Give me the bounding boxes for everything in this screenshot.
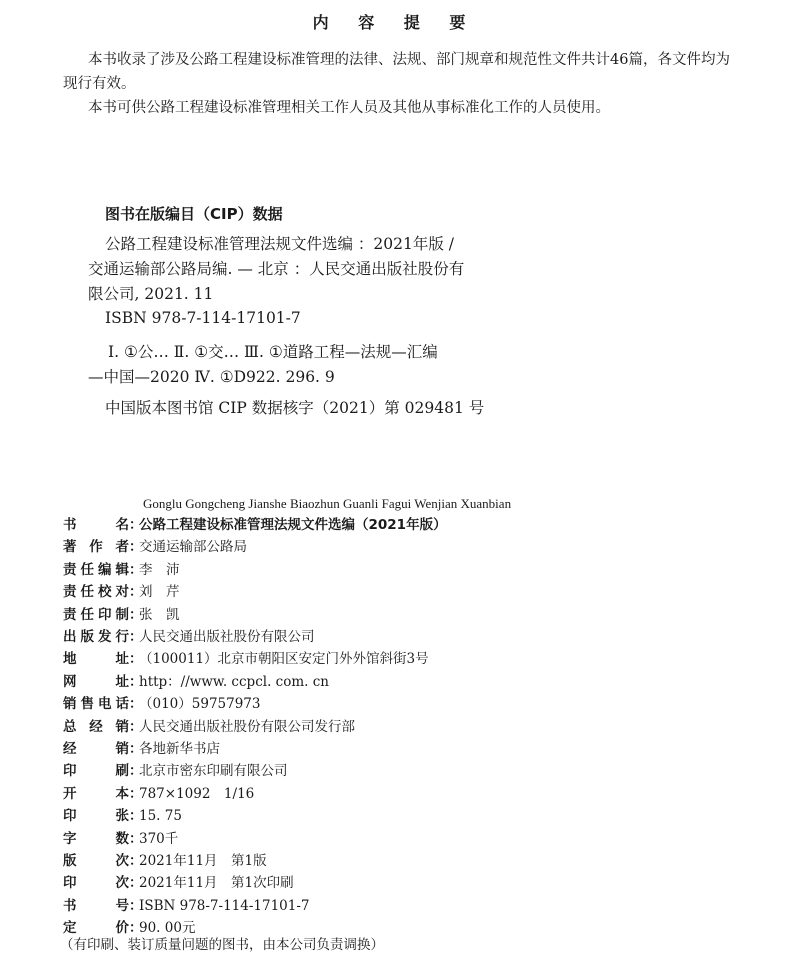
colophon-value: ISBN 978-7-114-17101-7 <box>139 897 310 914</box>
colophon-label: 经销 <box>63 741 129 757</box>
colophon-label: 著作者 <box>63 539 129 556</box>
colophon-value: 各地新华书店 <box>139 741 220 757</box>
colophon-colon: ： <box>129 875 143 892</box>
colophon-label: 出版发行 <box>63 629 129 645</box>
colophon-colon: ： <box>129 853 143 869</box>
colophon-value: 交通运输部公路局 <box>139 539 247 556</box>
colophon-label: 字数 <box>63 830 129 847</box>
colophon-colon: ： <box>129 785 143 802</box>
summary-paragraph-1-cont: 现行有效。 <box>63 76 136 92</box>
colophon-value: 人民交通出版社股份有限公司 <box>139 629 315 645</box>
colophon-value: 张 凯 <box>139 606 180 623</box>
colophon-row <box>63 581 180 603</box>
colophon-value: http：//www. ccpcl. com. cn <box>139 673 329 690</box>
colophon-row <box>63 783 254 805</box>
colophon-row <box>63 648 429 670</box>
colophon-colon: ： <box>129 741 143 757</box>
colophon-value: 2021年11月 第1次印刷 <box>139 875 294 892</box>
colophon-row <box>63 536 247 558</box>
colophon-value: 北京市密东印刷有限公司 <box>139 763 288 780</box>
colophon-colon: ： <box>129 808 143 825</box>
colophon-row <box>63 738 220 760</box>
colophon-value: （010）59757973 <box>139 696 261 713</box>
colophon-row <box>63 805 182 827</box>
colophon-row <box>63 671 329 693</box>
colophon-row <box>63 514 447 536</box>
colophon-row <box>63 872 294 894</box>
colophon-label: 版次 <box>63 853 129 869</box>
colophon-colon: ： <box>129 920 143 937</box>
colophon-row <box>63 760 288 782</box>
colophon-row <box>63 828 178 850</box>
cip-line: 交通运输部公路局编. — 北京 ：人民交通出版社股份有 <box>88 260 465 278</box>
colophon-colon: ： <box>129 517 143 533</box>
colophon-value: （100011）北京市朝阳区安定门外外馆斜街3号 <box>139 651 429 668</box>
pinyin-title: Gonglu Gongcheng Jianshe Biaozhun Guanli Fagui Wenjian Xuanbian <box>143 496 512 511</box>
colophon-value: 370千 <box>139 830 179 847</box>
colophon-label: 地址 <box>63 651 129 668</box>
summary-paragraph-1: 本书收录了涉及公路工程建设标准管理的法律、法规、部门规章和规范性文件共计46篇，各文件均为 <box>88 52 730 68</box>
colophon-colon: ： <box>129 629 143 645</box>
colophon-label: 书号 <box>63 897 129 914</box>
colophon-colon: ： <box>129 830 143 847</box>
colophon-colon: ： <box>129 897 143 914</box>
colophon-colon: ： <box>129 606 143 623</box>
colophon-row <box>63 895 310 917</box>
colophon-label: 总经销 <box>63 718 129 735</box>
cip-line: 限公司, 2021. 11 <box>88 285 214 303</box>
colophon-label: 责任编辑 <box>63 561 129 578</box>
colophon-label: 印刷 <box>63 763 129 780</box>
cip-classification: Ⅰ. ①公… Ⅱ. ①交… Ⅲ. ①道路工程—法规—汇编 <box>108 343 438 361</box>
cip-isbn: ISBN 978-7-114-17101-7 <box>105 309 301 327</box>
colophon-row <box>63 604 180 626</box>
colophon-label: 印张 <box>63 808 129 825</box>
colophon-value: 2021年11月 第1版 <box>139 853 267 869</box>
colophon-value: 90. 00元 <box>139 920 196 937</box>
colophon-label: 开本 <box>63 785 129 802</box>
colophon-row <box>63 716 355 738</box>
colophon-colon: ： <box>129 561 143 578</box>
colophon-label: 书名 <box>63 517 129 533</box>
quality-note: （有印刷、装订质量问题的图书，由本公司负责调换） <box>60 937 384 953</box>
cip-number: 中国版本图书馆 CIP 数据核字（2021）第 029481 号 <box>105 399 485 417</box>
summary-title: 内 容 提 要 <box>312 13 478 32</box>
colophon-label: 定价 <box>63 920 129 937</box>
colophon-value: 787×1092 1/16 <box>139 785 255 802</box>
colophon-value: 人民交通出版社股份有限公司发行部 <box>139 718 355 735</box>
colophon-value: 15. 75 <box>139 808 182 825</box>
colophon-row <box>63 693 260 715</box>
colophon-value: 刘 芹 <box>139 584 180 601</box>
colophon-row <box>63 559 180 581</box>
summary-paragraph-2: 本书可供公路工程建设标准管理相关工作人员及其他从事标准化工作的人员使用。 <box>88 100 610 116</box>
colophon-label: 印次 <box>63 875 129 892</box>
colophon-colon: ： <box>129 651 143 668</box>
colophon-colon: ： <box>129 696 143 713</box>
cip-line: 公路工程建设标准管理法规文件选编 ：2021年版 / <box>105 235 455 253</box>
colophon-value: 李 沛 <box>139 561 180 578</box>
colophon-colon: ： <box>129 763 143 780</box>
colophon-colon: ： <box>129 539 143 556</box>
colophon-row <box>63 850 267 872</box>
colophon-colon: ： <box>129 718 143 735</box>
cip-heading: 图书在版编目（CIP）数据 <box>105 205 283 223</box>
colophon-label: 网址 <box>63 673 129 690</box>
colophon-label: 责任校对 <box>63 584 129 601</box>
colophon-colon: ： <box>129 673 143 690</box>
cip-classification-cont: —中国—2020 Ⅳ. ①D922. 296. 9 <box>88 368 335 386</box>
colophon-row <box>63 626 315 648</box>
colophon-value: 公路工程建设标准管理法规文件选编（2021年版） <box>139 517 447 533</box>
colophon-label: 销售电话 <box>63 696 129 713</box>
colophon-colon: ： <box>129 584 143 601</box>
colophon-label: 责任印制 <box>63 606 129 623</box>
